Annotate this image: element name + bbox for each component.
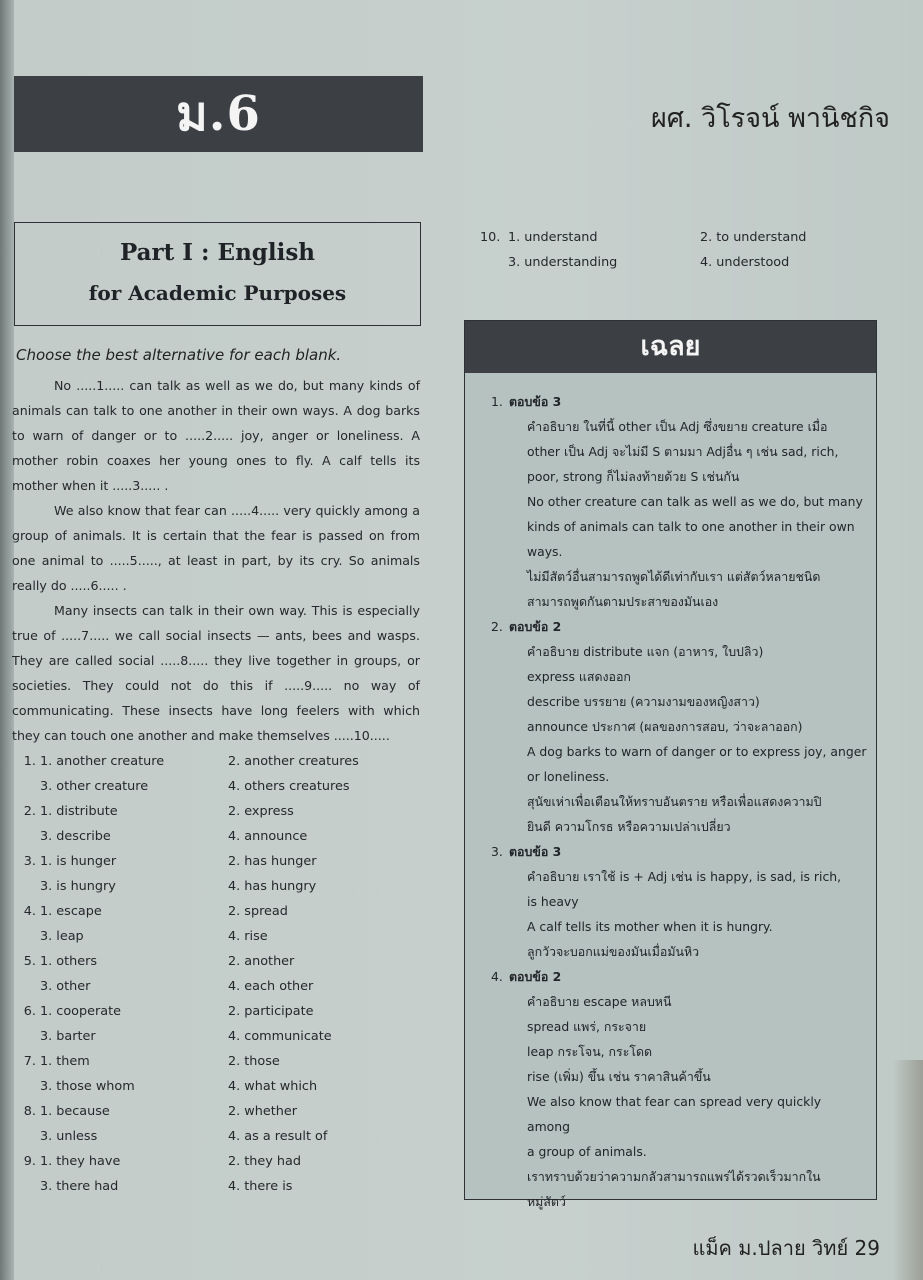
part-heading-line1: Part I : English — [119, 239, 316, 266]
answer-explanation-line: or loneliness. — [527, 769, 610, 784]
part-heading-line2: for Academic Purposes — [88, 281, 347, 305]
option-right: 4. understood — [700, 255, 790, 270]
option-right: 2. to understand — [700, 230, 807, 245]
answer-item — [475, 964, 867, 1214]
option-left: 3. other — [40, 979, 91, 994]
answer-number: 1. — [491, 394, 503, 409]
option-right: 4. has hungry — [228, 879, 317, 894]
answer-explanation-line: คำอธิบาย เราใช้ is + Adj เช่น is happy, is sad, is rich, — [527, 869, 842, 884]
option-left: 1. they have — [40, 1154, 121, 1169]
option-left: 1. is hunger — [40, 854, 117, 869]
answer-explanation-line: We also know that fear can spread very quickly among — [527, 1094, 822, 1134]
answer-explanation-line: a group of animals. — [527, 1144, 647, 1159]
answer-content — [475, 389, 867, 1214]
option-left: 1. cooperate — [40, 1004, 121, 1019]
part-heading-box — [14, 222, 421, 326]
answer-explanation-line: ยินดี ความโกรธ หรือความเปล่าเปลี่ยว — [527, 819, 731, 834]
answer-heading: เฉลย — [465, 321, 876, 373]
question-option-row — [480, 255, 880, 280]
answer-explanation-line: No other creature can talk as well as we do, but many — [527, 494, 863, 509]
answer-explanation-line: คำอธิบาย distribute แจก (อาหาร, ใบปลิว) — [527, 644, 764, 659]
question-option-row — [20, 1004, 420, 1029]
question-option-row — [20, 1054, 420, 1079]
question-number: 1. — [23, 754, 36, 769]
option-right: 4. communicate — [228, 1029, 332, 1044]
passage-paragraph: Many insects can talk in their own way. This is especially true of .....7..... we call social insects — ants, bees and wasps. They are called social .....8..... they live together in groups, or societies. They could not do this if .....9..... no way of communicating. These insects have long feelers with which they can touch one another and make themselves .....10..... — [12, 603, 420, 743]
level-title: ม.6 — [176, 86, 261, 142]
answer-title — [475, 964, 867, 989]
option-left: 1. understand — [508, 230, 598, 245]
instruction-text: Choose the best alternative for each blank. — [16, 346, 342, 364]
answer-explanation-line: สุนัขเห่าเพื่อเตือนให้ทราบอันตราย หรือเพื่อแสดงความปิ — [527, 794, 822, 809]
answer-explanation-line: express แสดงออก — [527, 669, 631, 684]
passage-paragraph: No .....1..... can talk as well as we do, but many kinds of animals can talk to one another in their own ways. A dog barks to warn of danger or to .....2..... joy, anger or loneliness. A mother robin coaxes her young ones to fly. A calf tells its mother when it .....3..... . — [12, 378, 420, 493]
answer-choice: ตอบข้อ 2 — [509, 619, 562, 634]
answer-number: 3. — [491, 844, 503, 859]
page-edge-stain — [893, 1060, 923, 1280]
answer-explanation-line: A calf tells its mother when it is hungry. — [527, 919, 773, 934]
question-option-row — [20, 1104, 420, 1129]
question-options-list — [20, 754, 420, 1204]
answer-explanation-line: ไม่มีสัตว์อื่นสามารถพูดได้ดีเท่ากับเรา แต่สัตว์หลายชนิด — [527, 569, 821, 584]
option-left: 1. because — [40, 1104, 110, 1119]
option-right: 2. another creatures — [228, 754, 359, 769]
option-right: 4. as a result of — [228, 1129, 328, 1144]
question-number: 9. — [23, 1154, 36, 1169]
option-left: 3. describe — [40, 829, 111, 844]
question-number: 7. — [23, 1054, 36, 1069]
answer-explanation-line: ลูกวัวจะบอกแม่ของมันเมื่อมันหิว — [527, 944, 700, 959]
option-left: 1. distribute — [40, 804, 118, 819]
question-option-row — [20, 954, 420, 979]
answer-explanation-line: leap กระโจน, กระโดด — [527, 1044, 653, 1059]
question-number: 3. — [23, 854, 36, 869]
option-right: 4. what which — [228, 1079, 318, 1094]
answer-choice: ตอบข้อ 3 — [509, 844, 562, 859]
answer-choice: ตอบข้อ 2 — [509, 969, 562, 984]
answer-explanation-line: A dog barks to warn of danger or to express joy, anger — [527, 744, 867, 759]
option-left: 3. there had — [40, 1179, 119, 1194]
question-option-row — [20, 929, 420, 954]
option-right: 2. spread — [228, 904, 288, 919]
answer-number: 4. — [491, 969, 503, 984]
option-left: 1. another creature — [40, 754, 165, 769]
question-option-row — [20, 1029, 420, 1054]
answer-item — [475, 614, 867, 839]
question-number: 6. — [23, 1004, 36, 1019]
question-10-options — [480, 230, 880, 280]
answer-explanation-line: เราทราบด้วยว่าความกลัวสามารถแพร่ได้รวดเร็วมากใน — [527, 1169, 821, 1184]
option-left: 1. them — [40, 1054, 90, 1069]
question-option-row — [20, 779, 420, 804]
option-left: 3. understanding — [508, 255, 618, 270]
answer-choice: ตอบข้อ 3 — [509, 394, 562, 409]
option-right: 2. those — [228, 1054, 280, 1069]
level-title-bar — [14, 76, 423, 152]
answer-number: 2. — [491, 619, 503, 634]
question-number: 2. — [23, 804, 36, 819]
question-option-row — [20, 1129, 420, 1154]
answer-explanation-line: คำอธิบาย escape หลบหนี — [527, 994, 672, 1009]
option-right: 2. whether — [228, 1104, 297, 1119]
answer-explanation-line: คำอธิบาย ในที่นี้ other เป็น Adj ซึ่งขยาย creature เมื่อ — [527, 419, 828, 434]
option-left: 3. barter — [40, 1029, 96, 1044]
answer-explanation-line: other เป็น Adj จะไม่มี S ตามมา Adjอื่น ๆ เช่น sad, rich, — [527, 444, 839, 459]
page-footer: แม็ค ม.ปลาย วิทย์ 29 — [692, 1236, 880, 1260]
answer-explanation-line: kinds of animals can talk to one another in their own ways. — [527, 519, 855, 559]
answer-item — [475, 389, 867, 614]
question-option-row — [20, 854, 420, 879]
question-option-row — [20, 904, 420, 929]
author-name: ผศ. วิโรจน์ พานิชกิจ — [650, 103, 890, 134]
question-number: 10. — [480, 230, 501, 245]
question-option-row — [20, 1154, 420, 1179]
answer-title — [475, 389, 867, 414]
option-right: 2. participate — [228, 1004, 314, 1019]
option-right: 4. rise — [228, 929, 268, 944]
option-left: 1. escape — [40, 904, 102, 919]
answer-explanation-line: spread แพร่, กระจาย — [527, 1019, 647, 1034]
question-option-row — [20, 1179, 420, 1204]
answer-explanation-line: rise (เพิ่ม) ขึ้น เช่น ราคาสินค้าขึ้น — [527, 1069, 711, 1084]
question-option-row — [20, 879, 420, 904]
question-option-row — [20, 804, 420, 829]
question-number: 5. — [23, 954, 36, 969]
option-right: 4. there is — [228, 1179, 293, 1194]
option-right: 2. has hunger — [228, 854, 317, 869]
answer-explanation-line: announce ประกาศ (ผลของการสอบ, ว่าจะลาออก) — [527, 719, 803, 734]
option-left: 3. those whom — [40, 1079, 135, 1094]
answer-explanation-line: สามารถพูดกันตามประสาของมันเอง — [527, 594, 719, 609]
question-option-row — [20, 1079, 420, 1104]
question-number: 8. — [23, 1104, 36, 1119]
passage-paragraph: We also know that fear can .....4..... very quickly among a group of animals. It is certain that the fear is passed on from one animal to .....5....., at least in part, by its cry. So animals really do .....6..... . — [12, 503, 420, 593]
reading-passage — [12, 373, 420, 748]
answer-title — [475, 614, 867, 639]
question-number: 4. — [23, 904, 36, 919]
question-option-row — [20, 829, 420, 854]
option-right: 2. another — [228, 954, 295, 969]
answer-explanation-line: poor, strong ก็ไม่ลงท้ายด้วย S เช่นกัน — [527, 469, 740, 484]
answer-title — [475, 839, 867, 864]
option-right: 2. express — [228, 804, 294, 819]
option-right: 2. they had — [228, 1154, 301, 1169]
answer-box — [464, 320, 877, 1209]
answer-item — [475, 839, 867, 964]
answer-explanation-line: is heavy — [527, 894, 579, 909]
answer-explanation-line: หมู่สัตว์ — [527, 1194, 566, 1209]
option-right: 4. others creatures — [228, 779, 350, 794]
option-left: 1. others — [40, 954, 98, 969]
option-left: 3. is hungry — [40, 879, 116, 894]
option-right: 4. announce — [228, 829, 308, 844]
answer-explanation-line: describe บรรยาย (ความงามของหญิงสาว) — [527, 694, 760, 709]
option-left: 3. unless — [40, 1129, 98, 1144]
question-option-row — [20, 754, 420, 779]
question-option-row — [20, 979, 420, 1004]
option-right: 4. each other — [228, 979, 314, 994]
question-option-row — [480, 230, 880, 255]
option-left: 3. leap — [40, 929, 84, 944]
option-left: 3. other creature — [40, 779, 149, 794]
